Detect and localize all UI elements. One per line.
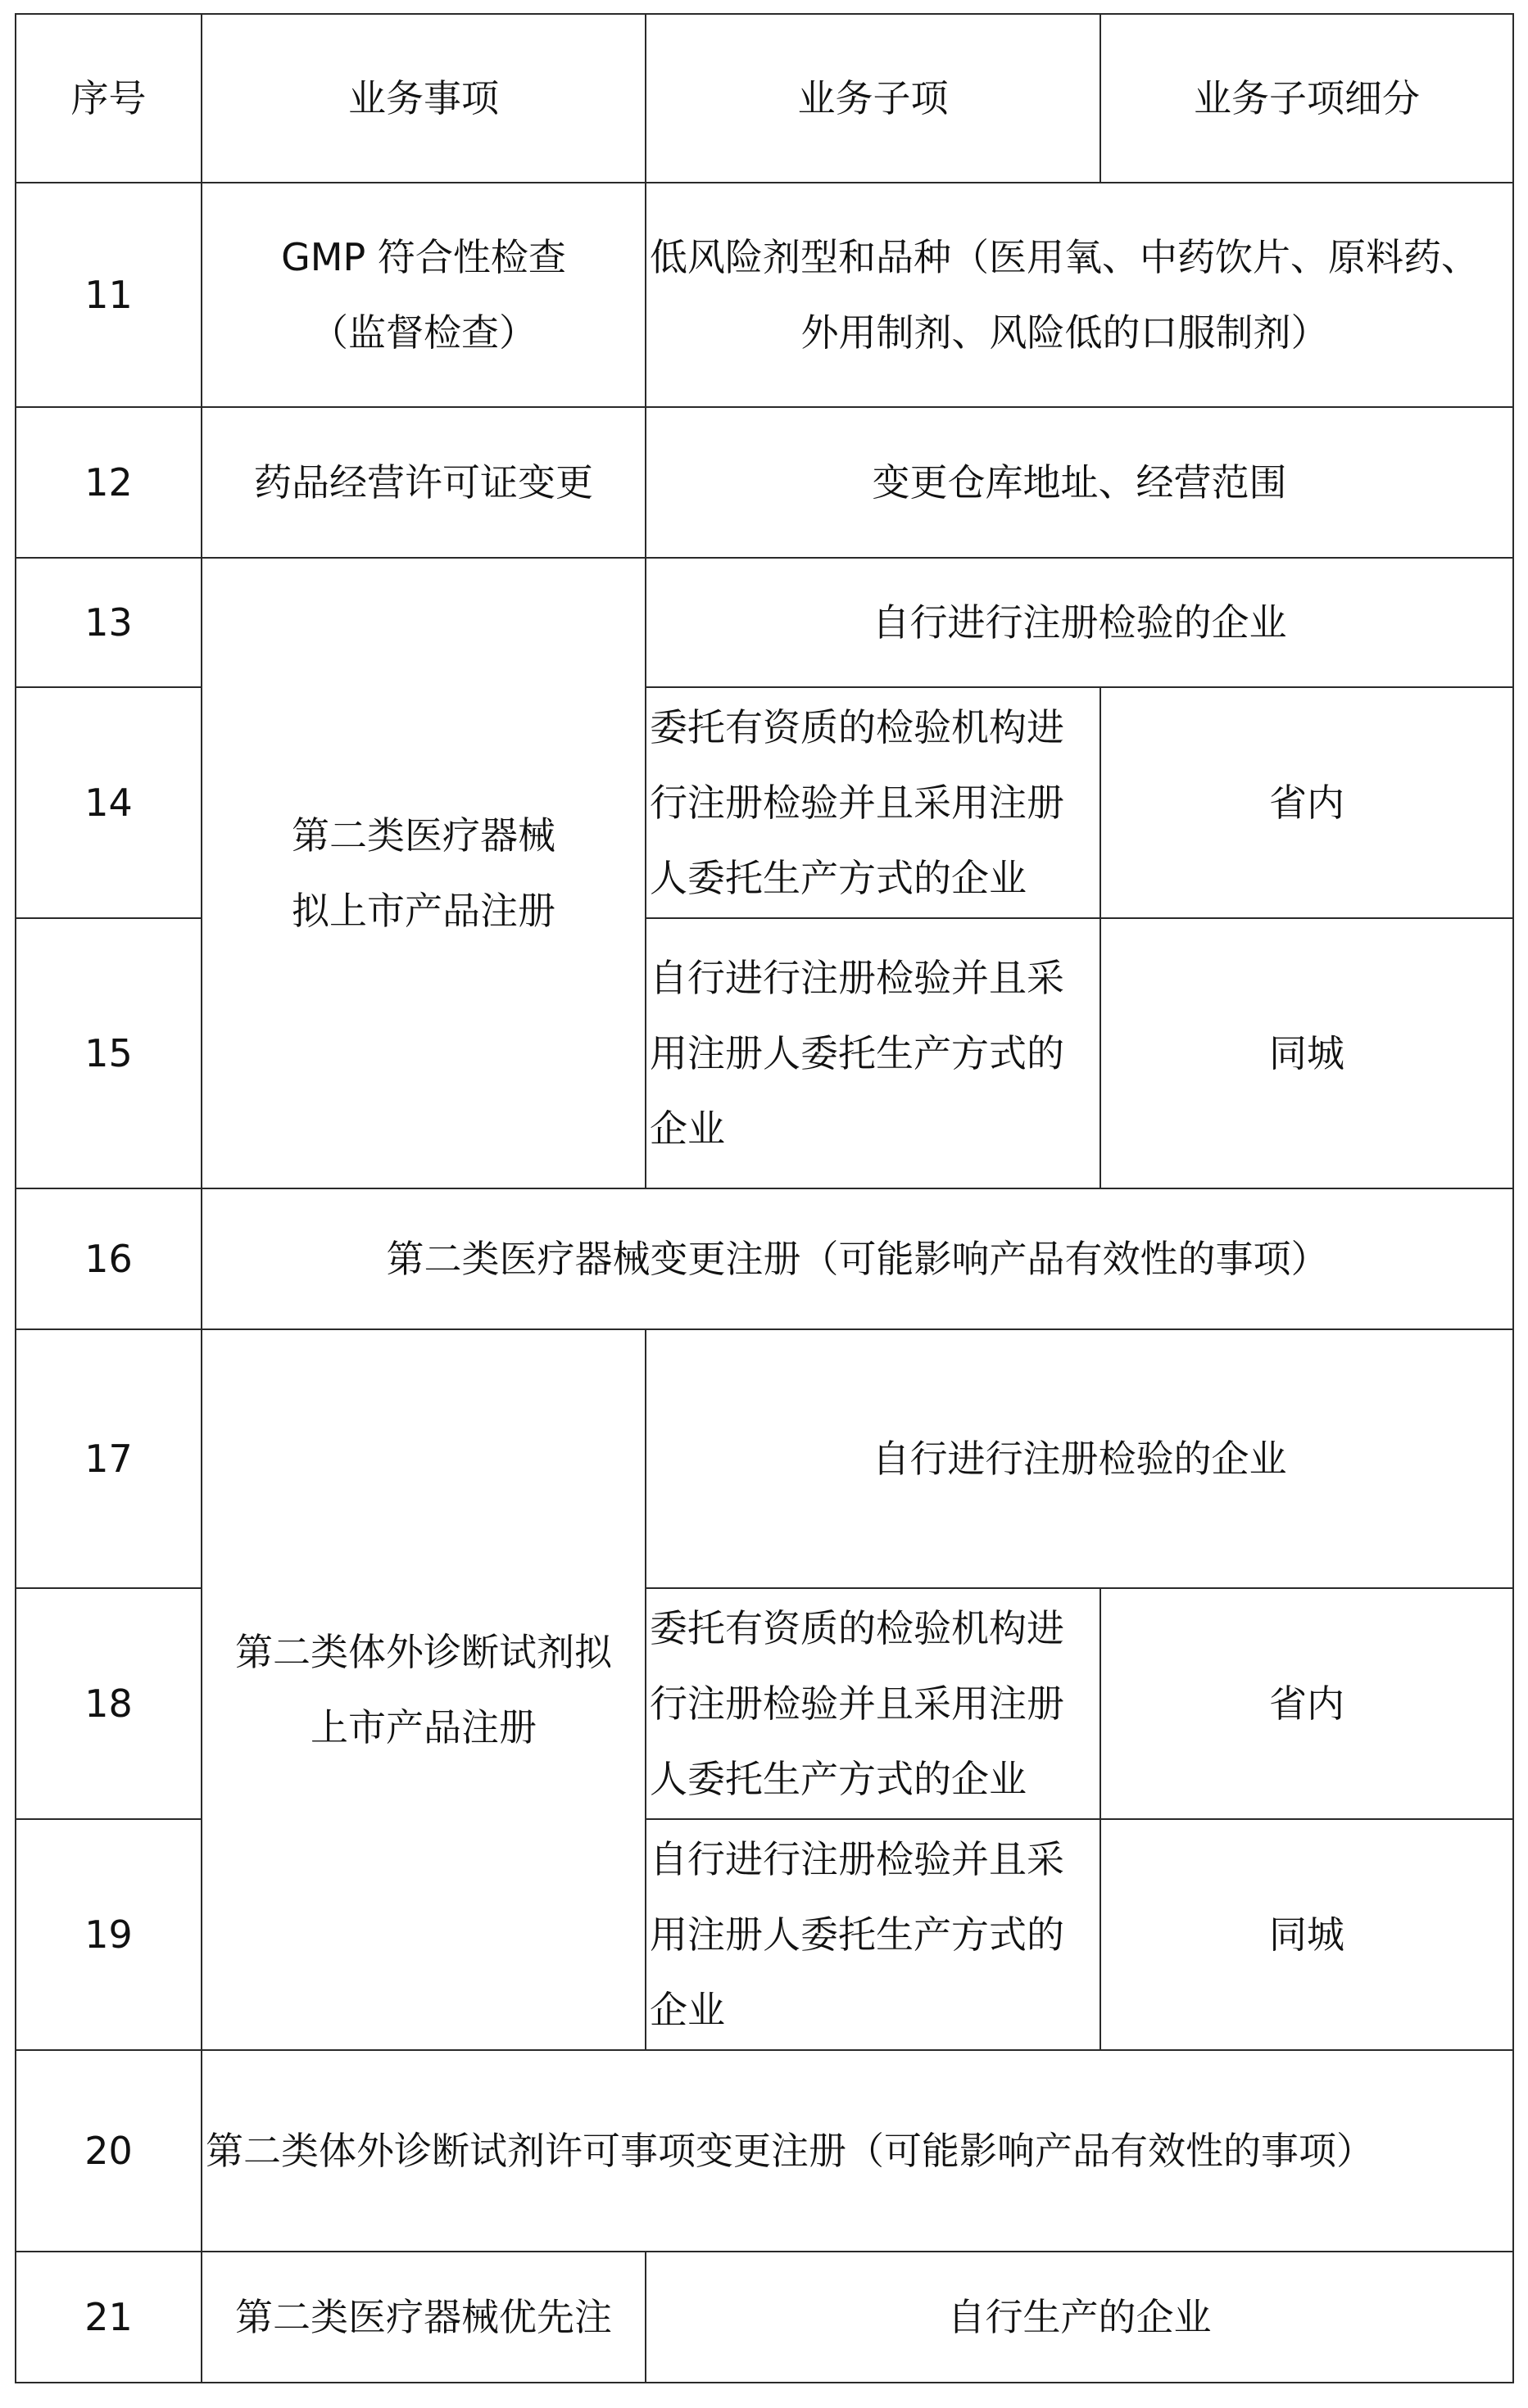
- business-item-cell: 药品经营许可证变更: [202, 407, 646, 558]
- business-item-line: 第二类体外诊断试剂拟: [235, 1630, 612, 1674]
- detail-cell: 省内: [1100, 687, 1513, 918]
- merged-item-cell: 第二类医疗器械变更注册（可能影响产品有效性的事项）: [202, 1188, 1513, 1329]
- subitem-cell: [646, 1819, 1100, 2050]
- business-item-line: 上市产品注册: [311, 1705, 537, 1749]
- table-row: [16, 2252, 1513, 2383]
- subitem-cell: 自行进行注册检验的企业: [646, 558, 1513, 687]
- subitem-line: 用注册人委托生产方式的: [650, 1031, 1064, 1075]
- row-number: 13: [16, 558, 202, 687]
- subitem-line: 人委托生产方式的企业: [650, 1757, 1027, 1801]
- merged-item-cell: 第二类体外诊断试剂许可事项变更注册（可能影响产品有效性的事项）: [202, 2050, 1513, 2252]
- subitem-cell: [646, 1588, 1100, 1819]
- table-row: [16, 183, 1513, 407]
- business-item-cell: 第二类医疗器械优先注: [202, 2252, 646, 2383]
- row-number: 17: [16, 1329, 202, 1588]
- subitem-line: 自行进行注册检验并且采: [650, 1837, 1064, 1881]
- table-row: [16, 1329, 1513, 1588]
- subitem-line: 委托有资质的检验机构进: [650, 1606, 1064, 1650]
- subitem-line: 企业: [650, 1107, 725, 1151]
- subitem-cell: 自行进行注册检验的企业: [646, 1329, 1513, 1588]
- subitem-cell: [646, 687, 1100, 918]
- subitem-line: 人委托生产方式的企业: [650, 856, 1027, 900]
- subitem-cell: 自行生产的企业: [646, 2252, 1513, 2383]
- table-row: [16, 1188, 1513, 1329]
- subitem-line: 委托有资质的检验机构进: [650, 705, 1064, 749]
- row-number: 19: [16, 1819, 202, 2050]
- business-table: [15, 13, 1514, 2383]
- row-number: 15: [16, 918, 202, 1188]
- business-item-cell: [202, 183, 646, 407]
- business-item-line: 拟上市产品注册: [292, 889, 555, 933]
- subitem-cell: 变更仓库地址、经营范围: [646, 407, 1513, 558]
- header-seq: 序号: [16, 14, 202, 183]
- row-number: 12: [16, 407, 202, 558]
- subitem-line: 用注册人委托生产方式的: [650, 1912, 1064, 1957]
- header-subitem: 业务子项: [646, 14, 1100, 183]
- subitem-cell: [646, 918, 1100, 1188]
- subitem-line: 自行进行注册检验并且采: [650, 956, 1064, 1000]
- subitem-cell: [646, 183, 1513, 407]
- detail-cell: 同城: [1100, 918, 1513, 1188]
- row-number: 14: [16, 687, 202, 918]
- header-detail: 业务子项细分: [1100, 14, 1513, 183]
- subitem-line: 行注册检验并且采用注册: [650, 781, 1064, 825]
- subitem-line: 企业: [650, 1988, 725, 2032]
- row-number: 20: [16, 2050, 202, 2252]
- business-item-cell-ivd-registration: [202, 1329, 646, 2050]
- detail-cell: 省内: [1100, 1588, 1513, 1819]
- business-item-line: GMP 符合性检查: [281, 235, 566, 279]
- subitem-line: 行注册检验并且采用注册: [650, 1682, 1064, 1726]
- header-row: [16, 14, 1513, 183]
- business-item-cell-device-registration: [202, 558, 646, 1188]
- row-number: 18: [16, 1588, 202, 1819]
- business-item-line: 第二类医疗器械: [292, 813, 555, 858]
- row-number: 16: [16, 1188, 202, 1329]
- table-row: [16, 2050, 1513, 2252]
- header-item: 业务事项: [202, 14, 646, 183]
- table-row: [16, 407, 1513, 558]
- subitem-line: 低风险剂型和品种（医用氧、中药饮片、原料药、: [650, 235, 1479, 279]
- subitem-line: 外用制剂、风险低的口服制剂）: [800, 310, 1329, 355]
- row-number: 11: [16, 183, 202, 407]
- table-row: [16, 558, 1513, 687]
- row-number: 21: [16, 2252, 202, 2383]
- detail-cell: 同城: [1100, 1819, 1513, 2050]
- business-item-line: （监督检查）: [311, 310, 537, 355]
